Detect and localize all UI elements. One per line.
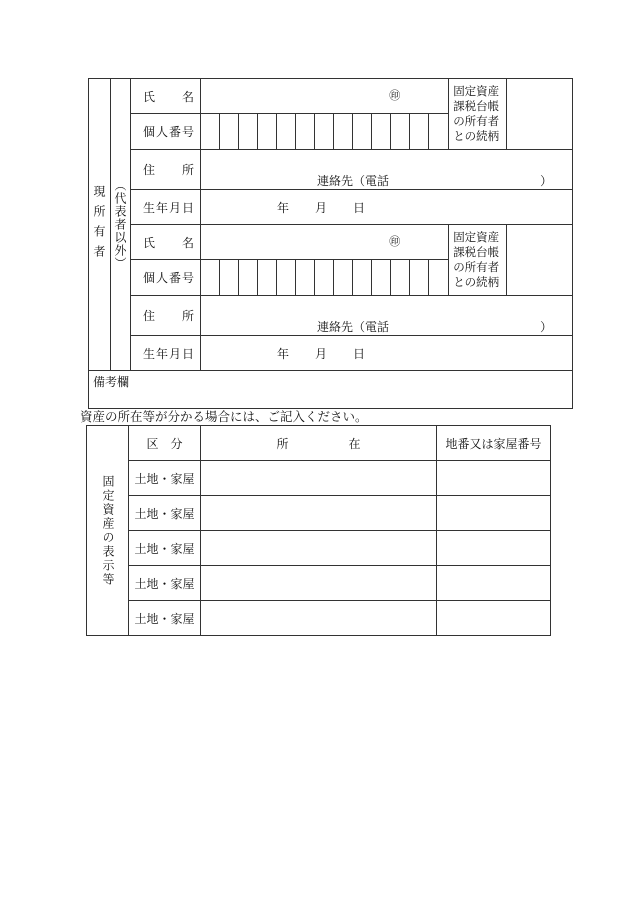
- name-label-cell: 氏 名: [131, 225, 201, 260]
- address-field-1[interactable]: 連絡先（電話 ）: [201, 150, 573, 190]
- contact-label: 連絡先（電話: [317, 174, 390, 188]
- mynumber-digit[interactable]: [220, 114, 239, 150]
- mynumber-digit[interactable]: [334, 260, 353, 296]
- asset-note: 資産の所在等が分かる場合には、ご記入ください。: [80, 409, 368, 424]
- asset-category: 土地・家屋: [129, 566, 201, 601]
- mynumber-digit[interactable]: [239, 260, 258, 296]
- name-field-1[interactable]: [201, 79, 449, 114]
- current-owner-label: 現所有者: [92, 184, 106, 265]
- mynumber-label-cell: [131, 114, 201, 150]
- mynumber-digit[interactable]: [391, 260, 410, 296]
- name-label: 氏 名: [143, 89, 194, 104]
- mynumber-digit[interactable]: [372, 260, 391, 296]
- mynumber-digit[interactable]: [296, 260, 315, 296]
- name-label-cell: [131, 79, 201, 114]
- relation-label-1: 固定資産課税台帳の所有者との続柄: [449, 79, 507, 150]
- header-category: 区 分: [129, 426, 201, 461]
- asset-number-field[interactable]: [437, 566, 551, 601]
- owners-table: [88, 78, 573, 409]
- address-label-cell: 住 所: [131, 296, 201, 336]
- remarks-field[interactable]: [89, 371, 573, 409]
- relation-field-1[interactable]: [507, 79, 573, 150]
- mynumber-digit[interactable]: [258, 114, 277, 150]
- asset-location-field[interactable]: [201, 496, 437, 531]
- asset-number-field[interactable]: [437, 531, 551, 566]
- mynumber-digit[interactable]: [372, 114, 391, 150]
- mynumber-digit[interactable]: [391, 114, 410, 150]
- address-label: 住 所: [143, 163, 194, 177]
- mynumber-label: 個 人 番 号: [143, 125, 194, 139]
- mynumber-digit[interactable]: [201, 260, 220, 296]
- assets-table: [86, 425, 551, 636]
- mynumber-digit[interactable]: [410, 260, 429, 296]
- asset-label: 固定資産の表示等: [101, 474, 115, 587]
- mynumber-digit[interactable]: [334, 114, 353, 150]
- remarks-label: 備考欄: [93, 375, 130, 389]
- asset-category: 土地・家屋: [129, 461, 201, 496]
- birth-label: 生 年 月 日: [143, 200, 194, 215]
- relation-field-2[interactable]: [507, 225, 573, 296]
- mynumber-digit[interactable]: [201, 114, 220, 150]
- name-field-2[interactable]: [201, 225, 449, 260]
- mynumber-digit[interactable]: [315, 260, 334, 296]
- mynumber-digit[interactable]: [429, 260, 449, 296]
- asset-number-field[interactable]: [437, 496, 551, 531]
- mynumber-label-cell: 個 人 番 号: [131, 260, 201, 296]
- mynumber-digit[interactable]: [239, 114, 258, 150]
- asset-location-field[interactable]: [201, 601, 437, 636]
- mynumber-digit[interactable]: [277, 114, 296, 150]
- address-label-cell: [131, 150, 201, 190]
- mynumber-digit[interactable]: [315, 114, 334, 150]
- birth-field-2[interactable]: 年 月 日: [201, 336, 573, 371]
- address-field-2[interactable]: 連絡先（電話 ）: [201, 296, 573, 336]
- seal-mark: ㊞: [389, 235, 401, 248]
- mynumber-digit[interactable]: [353, 114, 372, 150]
- header-number: 地番又は家屋番号: [437, 426, 551, 461]
- birth-field-1[interactable]: 年 月 日: [201, 190, 573, 225]
- mynumber-digit[interactable]: [410, 114, 429, 150]
- relation-label-2: 固定資産課税台帳の所有者との続柄: [449, 225, 507, 296]
- mynumber-digit[interactable]: [277, 260, 296, 296]
- birth-label-cell: 生 年 月 日: [131, 336, 201, 371]
- mynumber-digit[interactable]: [220, 260, 239, 296]
- mynumber-digit[interactable]: [296, 114, 315, 150]
- asset-location-field[interactable]: [201, 461, 437, 496]
- asset-number-field[interactable]: [437, 601, 551, 636]
- asset-label-cell: [87, 426, 129, 636]
- representative-excluded-label: （代表者以外）: [113, 179, 127, 270]
- current-owner-label-cell: [89, 79, 111, 371]
- seal-mark: ㊞: [389, 89, 401, 102]
- birth-label-cell: [131, 190, 201, 225]
- header-location: 所 在: [201, 426, 437, 461]
- asset-number-field[interactable]: [437, 461, 551, 496]
- asset-category: 土地・家屋: [129, 496, 201, 531]
- mynumber-digit[interactable]: [353, 260, 372, 296]
- representative-excluded-cell: [111, 79, 131, 371]
- asset-location-field[interactable]: [201, 531, 437, 566]
- mynumber-digit[interactable]: [429, 114, 449, 150]
- asset-location-field[interactable]: [201, 566, 437, 601]
- mynumber-digit[interactable]: [258, 260, 277, 296]
- asset-category: 土地・家屋: [129, 531, 201, 566]
- asset-category: 土地・家屋: [129, 601, 201, 636]
